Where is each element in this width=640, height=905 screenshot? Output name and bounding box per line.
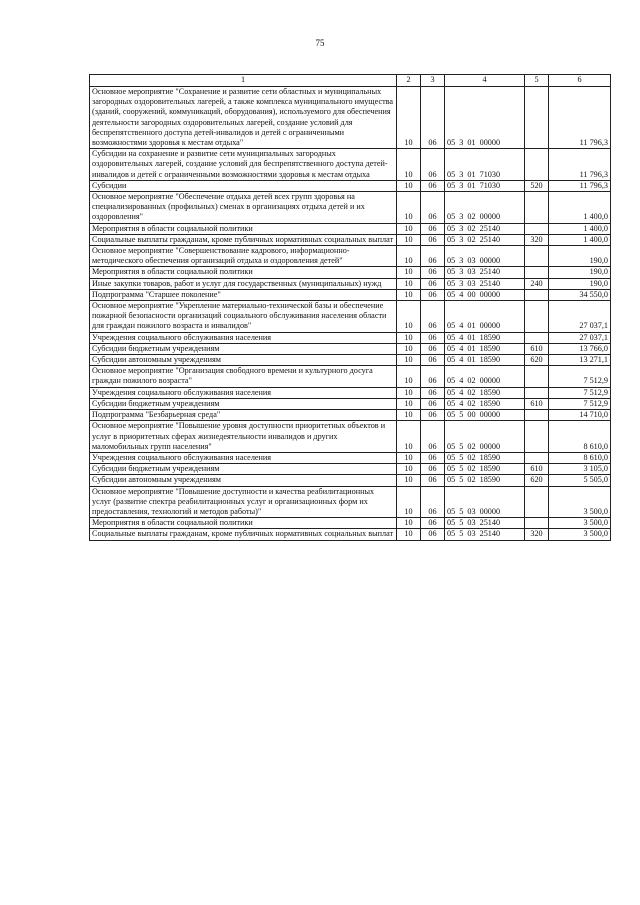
row-section-cell: 10 (397, 421, 421, 453)
table-row (90, 149, 611, 181)
row-target-article-cell: 05 5 02 18590 (445, 452, 525, 463)
row-expense-type-cell (525, 301, 549, 333)
table-row (90, 180, 611, 191)
row-expense-type-cell (525, 421, 549, 453)
row-section-cell: 10 (397, 529, 421, 540)
row-expense-type-cell (525, 387, 549, 398)
row-name-cell: Субсидии автономным учреждениям (90, 475, 397, 486)
row-target-article-cell: 05 4 01 18590 (445, 343, 525, 354)
row-expense-type-cell (525, 87, 549, 149)
row-expense-type-cell (525, 366, 549, 387)
row-name-cell: Субсидии (90, 180, 397, 191)
table-header (90, 75, 611, 87)
row-name-cell: Мероприятия в области социальной политики (90, 518, 397, 529)
row-section-cell: 10 (397, 518, 421, 529)
row-section-cell: 10 (397, 452, 421, 463)
row-subsection-cell: 06 (421, 343, 445, 354)
row-subsection-cell: 06 (421, 366, 445, 387)
row-target-article-cell: 05 5 02 18590 (445, 464, 525, 475)
row-amount-cell: 190,0 (549, 278, 611, 289)
row-subsection-cell: 06 (421, 529, 445, 540)
table-row (90, 87, 611, 149)
row-amount-cell: 1 400,0 (549, 223, 611, 234)
row-target-article-cell: 05 5 02 18590 (445, 475, 525, 486)
row-section-cell: 10 (397, 267, 421, 278)
row-expense-type-cell: 240 (525, 278, 549, 289)
row-section-cell: 10 (397, 332, 421, 343)
table-row (90, 301, 611, 333)
row-subsection-cell: 06 (421, 87, 445, 149)
table-row (90, 529, 611, 540)
row-target-article-cell: 05 4 02 00000 (445, 366, 525, 387)
row-section-cell: 10 (397, 355, 421, 366)
row-expense-type-cell (525, 267, 549, 278)
column-header-name: 1 (90, 75, 397, 87)
row-expense-type-cell (525, 192, 549, 224)
row-section-cell: 10 (397, 475, 421, 486)
row-target-article-cell: 05 3 03 25140 (445, 278, 525, 289)
table-row (90, 267, 611, 278)
table-row (90, 246, 611, 267)
row-amount-cell: 3 105,0 (549, 464, 611, 475)
column-header-amount: 6 (549, 75, 611, 87)
row-section-cell: 10 (397, 192, 421, 224)
row-expense-type-cell (525, 223, 549, 234)
row-amount-cell: 11 796,3 (549, 180, 611, 191)
row-section-cell: 10 (397, 149, 421, 181)
table-row (90, 223, 611, 234)
row-name-cell: Подпрограмма "Старшее поколение" (90, 289, 397, 300)
row-name-cell: Основное мероприятие "Обеспечение отдыха детей всех групп здоровья на специализированных (профильных) сменах в организациях отдыха детей и их оздоровления" (90, 192, 397, 224)
table-row (90, 289, 611, 300)
row-name-cell: Основное мероприятие "Организация свободного времени и культурного досуга граждан пожилого возраста" (90, 366, 397, 387)
row-name-cell: Социальные выплаты гражданам, кроме публичных нормативных социальных выплат (90, 529, 397, 540)
row-subsection-cell: 06 (421, 421, 445, 453)
row-expense-type-cell (525, 246, 549, 267)
row-subsection-cell: 06 (421, 355, 445, 366)
row-subsection-cell: 06 (421, 475, 445, 486)
row-amount-cell: 190,0 (549, 246, 611, 267)
row-subsection-cell: 06 (421, 149, 445, 181)
row-subsection-cell: 06 (421, 289, 445, 300)
table-row (90, 355, 611, 366)
table-row (90, 452, 611, 463)
row-name-cell: Мероприятия в области социальной политики (90, 267, 397, 278)
row-target-article-cell: 05 4 01 18590 (445, 332, 525, 343)
row-amount-cell: 11 796,3 (549, 149, 611, 181)
row-section-cell: 10 (397, 398, 421, 409)
row-subsection-cell: 06 (421, 410, 445, 421)
row-amount-cell: 7 512,9 (549, 366, 611, 387)
row-expense-type-cell: 610 (525, 343, 549, 354)
row-subsection-cell: 06 (421, 452, 445, 463)
row-subsection-cell: 06 (421, 332, 445, 343)
row-amount-cell: 7 512,9 (549, 398, 611, 409)
row-subsection-cell: 06 (421, 267, 445, 278)
row-amount-cell: 7 512,9 (549, 387, 611, 398)
row-expense-type-cell (525, 149, 549, 181)
table-row (90, 421, 611, 453)
row-target-article-cell: 05 5 02 00000 (445, 421, 525, 453)
row-target-article-cell: 05 3 01 00000 (445, 87, 525, 149)
row-amount-cell: 8 610,0 (549, 421, 611, 453)
row-target-article-cell: 05 4 02 18590 (445, 398, 525, 409)
row-subsection-cell: 06 (421, 398, 445, 409)
row-name-cell: Субсидии бюджетным учреждениям (90, 343, 397, 354)
table-row (90, 366, 611, 387)
header-row (90, 75, 611, 87)
row-expense-type-cell: 610 (525, 464, 549, 475)
row-target-article-cell: 05 3 03 25140 (445, 267, 525, 278)
row-target-article-cell: 05 4 01 18590 (445, 355, 525, 366)
row-subsection-cell: 06 (421, 192, 445, 224)
table-row (90, 332, 611, 343)
table-row (90, 234, 611, 245)
row-amount-cell: 1 400,0 (549, 192, 611, 224)
row-name-cell: Мероприятия в области социальной политики (90, 223, 397, 234)
table-row (90, 398, 611, 409)
row-subsection-cell: 06 (421, 180, 445, 191)
row-name-cell: Основное мероприятие "Сохранение и развитие сети областных и муниципальных загородных оздоровительных лагерей, а также комплекса муниципального имущества (зданий, сооружений, коммуникаций, оборудования), используемого для обеспечения деятельности загородных оздоровительных лагерей, создание условий для беспрепятственного доступа детей-инвалидов и детей с ограниченными возможностями здоровья к местам отдыха" (90, 87, 397, 149)
table-row (90, 475, 611, 486)
row-subsection-cell: 06 (421, 234, 445, 245)
row-section-cell: 10 (397, 180, 421, 191)
row-section-cell: 10 (397, 343, 421, 354)
row-expense-type-cell: 610 (525, 398, 549, 409)
row-name-cell: Субсидии бюджетным учреждениям (90, 464, 397, 475)
row-expense-type-cell (525, 410, 549, 421)
row-expense-type-cell (525, 518, 549, 529)
row-expense-type-cell (525, 332, 549, 343)
row-name-cell: Основное мероприятие "Совершенствование кадрового, информационно-методического обеспечения организаций отдыха и оздоровления детей" (90, 246, 397, 267)
row-target-article-cell: 05 3 02 25140 (445, 234, 525, 245)
column-header-subsection: 3 (421, 75, 445, 87)
row-expense-type-cell (525, 289, 549, 300)
row-section-cell: 10 (397, 410, 421, 421)
row-target-article-cell: 05 4 02 18590 (445, 387, 525, 398)
row-amount-cell: 190,0 (549, 267, 611, 278)
table-row (90, 343, 611, 354)
row-section-cell: 10 (397, 366, 421, 387)
row-section-cell: 10 (397, 289, 421, 300)
table-row (90, 518, 611, 529)
table-row (90, 387, 611, 398)
row-amount-cell: 27 037,1 (549, 332, 611, 343)
row-section-cell: 10 (397, 464, 421, 475)
row-target-article-cell: 05 3 01 71030 (445, 149, 525, 181)
row-target-article-cell: 05 5 03 25140 (445, 529, 525, 540)
row-name-cell: Иные закупки товаров, работ и услуг для государственных (муниципальных) нужд (90, 278, 397, 289)
row-expense-type-cell: 320 (525, 529, 549, 540)
row-expense-type-cell (525, 452, 549, 463)
row-subsection-cell: 06 (421, 246, 445, 267)
row-name-cell: Учреждения социального обслуживания населения (90, 452, 397, 463)
row-target-article-cell: 05 5 03 25140 (445, 518, 525, 529)
row-target-article-cell: 05 3 02 25140 (445, 223, 525, 234)
row-name-cell: Субсидии автономным учреждениям (90, 355, 397, 366)
row-name-cell: Учреждения социального обслуживания населения (90, 332, 397, 343)
table-row (90, 486, 611, 518)
row-expense-type-cell: 520 (525, 180, 549, 191)
row-expense-type-cell: 620 (525, 475, 549, 486)
row-amount-cell: 14 710,0 (549, 410, 611, 421)
row-amount-cell: 27 037,1 (549, 301, 611, 333)
row-amount-cell: 34 550,0 (549, 289, 611, 300)
row-section-cell: 10 (397, 223, 421, 234)
row-subsection-cell: 06 (421, 223, 445, 234)
row-amount-cell: 11 796,3 (549, 87, 611, 149)
row-subsection-cell: 06 (421, 486, 445, 518)
row-name-cell: Субсидии бюджетным учреждениям (90, 398, 397, 409)
row-amount-cell: 13 271,1 (549, 355, 611, 366)
row-amount-cell: 13 766,0 (549, 343, 611, 354)
row-name-cell: Основное мероприятие "Повышение доступности и качества реабилитационных услуг (развитие спектра реабилитационных услуг и организационных форм их предоставления, технологий и методов работы)" (90, 486, 397, 518)
row-name-cell: Социальные выплаты гражданам, кроме публичных нормативных социальных выплат (90, 234, 397, 245)
row-section-cell: 10 (397, 87, 421, 149)
row-expense-type-cell: 320 (525, 234, 549, 245)
row-amount-cell: 8 610,0 (549, 452, 611, 463)
row-target-article-cell: 05 3 01 71030 (445, 180, 525, 191)
row-amount-cell: 1 400,0 (549, 234, 611, 245)
row-target-article-cell: 05 3 03 00000 (445, 246, 525, 267)
row-subsection-cell: 06 (421, 518, 445, 529)
row-section-cell: 10 (397, 387, 421, 398)
row-amount-cell: 3 500,0 (549, 518, 611, 529)
row-amount-cell: 3 500,0 (549, 529, 611, 540)
row-target-article-cell: 05 4 00 00000 (445, 289, 525, 300)
row-subsection-cell: 06 (421, 387, 445, 398)
budget-table (89, 74, 611, 541)
row-target-article-cell: 05 3 02 00000 (445, 192, 525, 224)
row-subsection-cell: 06 (421, 301, 445, 333)
row-name-cell: Основное мероприятие "Повышение уровня доступности приоритетных объектов и услуг в приоритетных сферах жизнедеятельности инвалидов и других маломобильных групп населения" (90, 421, 397, 453)
table-row (90, 464, 611, 475)
table-body (90, 87, 611, 541)
row-section-cell: 10 (397, 301, 421, 333)
row-name-cell: Субсидии на сохранение и развитие сети муниципальных загородных оздоровительных лагерей, создание условий для беспрепятственного доступа детей-инвалидов и детей с ограниченными возможностями здоровья к местам отдыха (90, 149, 397, 181)
row-amount-cell: 3 500,0 (549, 486, 611, 518)
row-amount-cell: 5 505,0 (549, 475, 611, 486)
row-section-cell: 10 (397, 234, 421, 245)
row-section-cell: 10 (397, 486, 421, 518)
row-subsection-cell: 06 (421, 278, 445, 289)
page-number: 75 (315, 38, 325, 48)
table-row (90, 410, 611, 421)
row-expense-type-cell (525, 486, 549, 518)
row-name-cell: Подпрограмма "Безбарьерная среда" (90, 410, 397, 421)
row-section-cell: 10 (397, 246, 421, 267)
column-header-target-article: 4 (445, 75, 525, 87)
row-name-cell: Учреждения социального обслуживания населения (90, 387, 397, 398)
row-target-article-cell: 05 4 01 00000 (445, 301, 525, 333)
row-expense-type-cell: 620 (525, 355, 549, 366)
row-target-article-cell: 05 5 03 00000 (445, 486, 525, 518)
table-row (90, 192, 611, 224)
row-name-cell: Основное мероприятие "Укрепление материально-технической базы и обеспечение пожарной безопасности организаций социального обслуживания населения области для граждан пожилого возраста и инвалидов" (90, 301, 397, 333)
row-target-article-cell: 05 5 00 00000 (445, 410, 525, 421)
row-section-cell: 10 (397, 278, 421, 289)
table-row (90, 278, 611, 289)
row-subsection-cell: 06 (421, 464, 445, 475)
column-header-expense-type: 5 (525, 75, 549, 87)
column-header-section: 2 (397, 75, 421, 87)
